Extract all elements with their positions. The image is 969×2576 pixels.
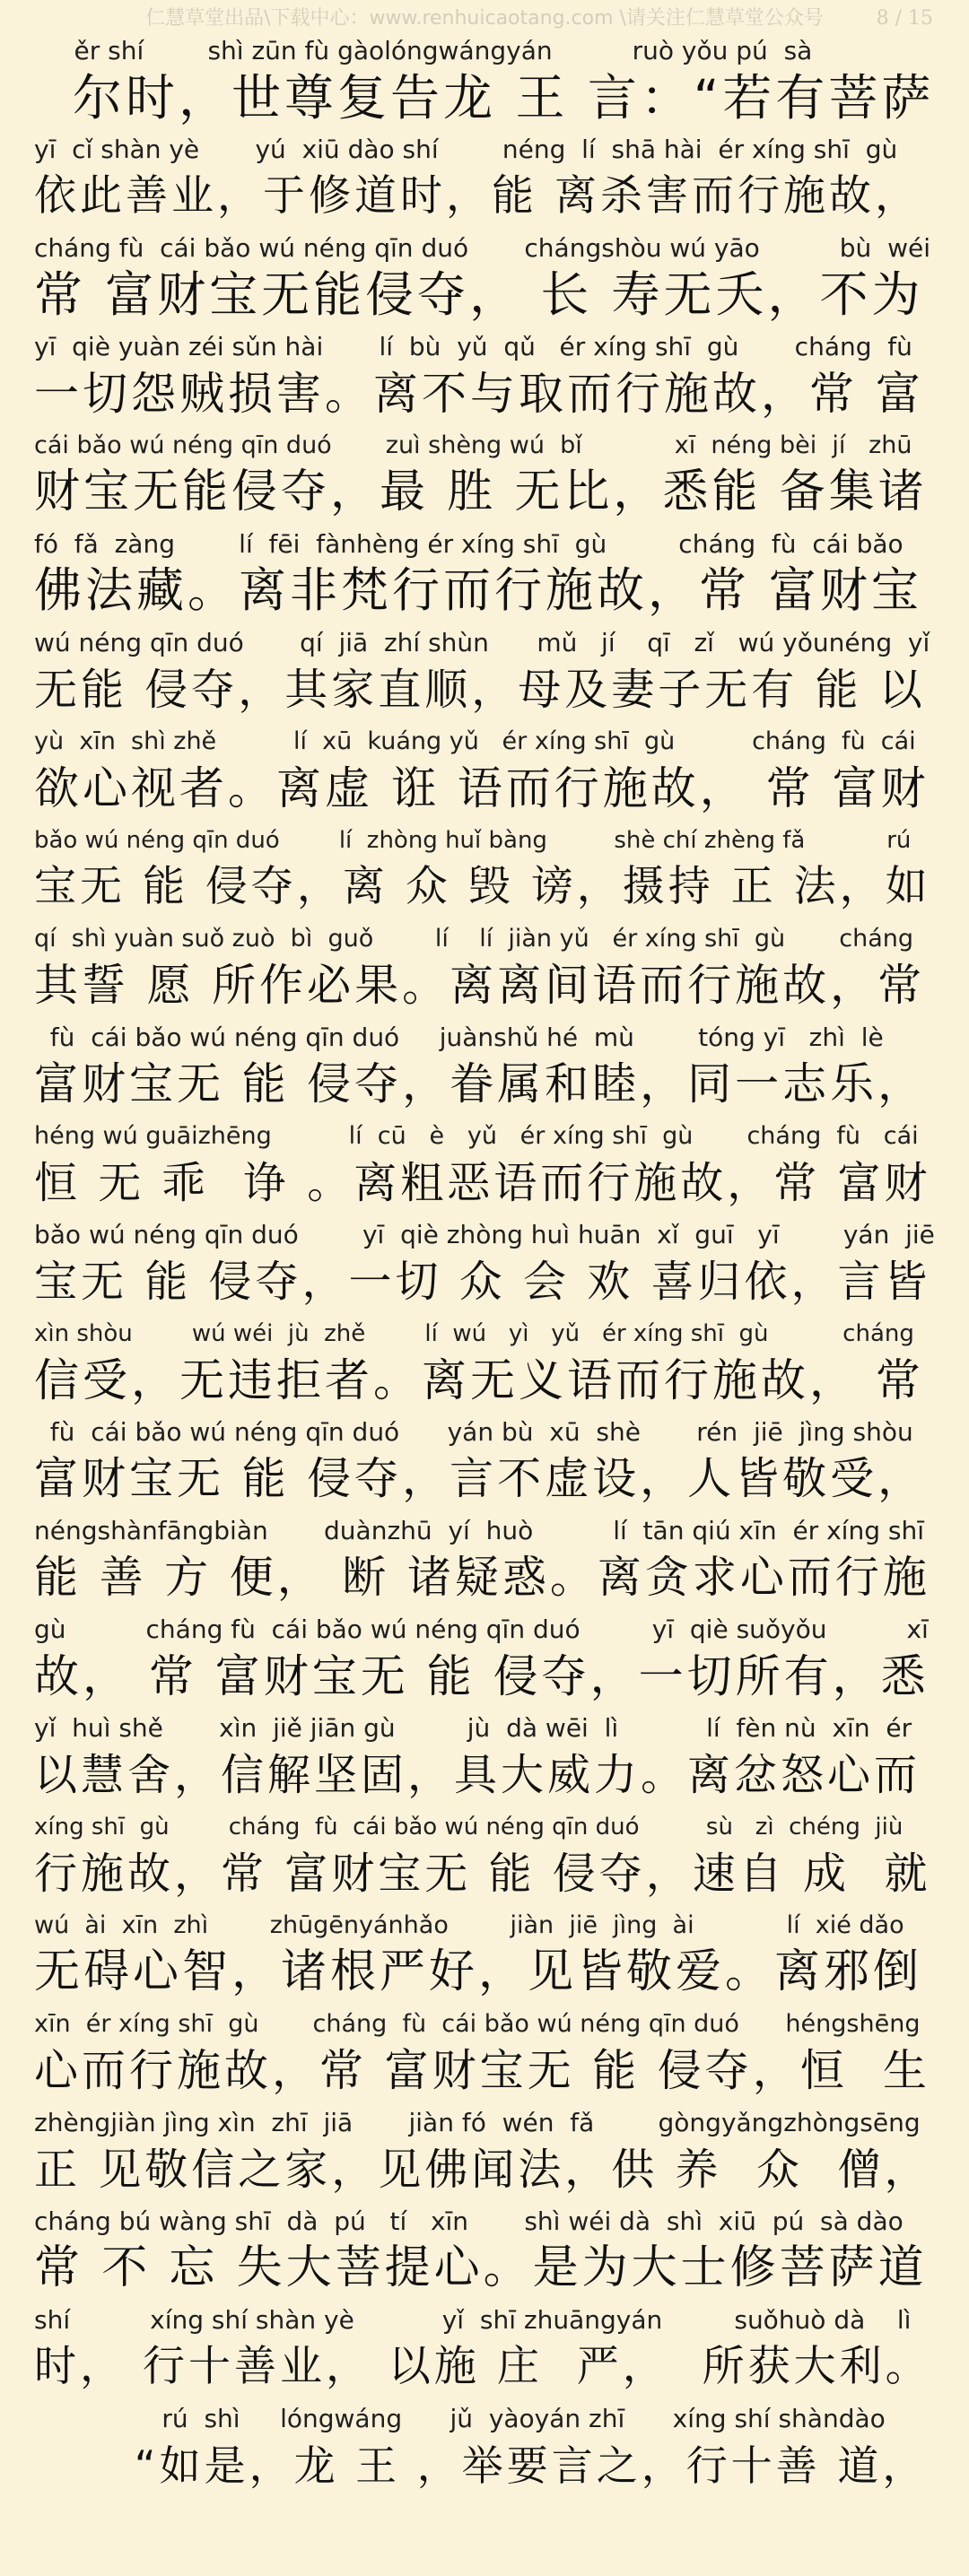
text-line [34,1415,935,1514]
pinyin-line: xīn ér xíng shī gù cháng fù cái bǎo wú néng qīn duó héngshēng [34,2010,921,2038]
hanzi-line: 信受，无违拒者。离无义语而行施故， 常 [34,1354,924,1406]
pinyin-line: yī qiè yuàn zéi sǔn hài lí bù yǔ qǔ ér xíng shī gù cháng fù [34,332,912,361]
hanzi-line: 心而行施故，常 富财宝无 能 侵夺，恒 生 [34,2045,930,2096]
hanzi-line: 宝无 能 侵夺，一切 众 会 欢 喜归依，言皆 [34,1257,931,1307]
pinyin-line: qí shì yuàn suǒ zuò bì guǒ lí lí jiàn yǔ ér xíng shī gù cháng [34,925,914,953]
text-line [34,1514,935,1613]
pinyin-line: xìn shòu wú wéi jù zhě lí wú yì yǔ ér xíng shī gù cháng [34,1320,914,1347]
pinyin-line: fù cái bǎo wú néng qīn duó yán bù xū shè rén jiē jìng shòu [34,1417,913,1447]
pinyin-line: fù cái bǎo wú néng qīn duó juànshǔ hé mù tóng yī zhì lè [34,1023,884,1052]
text-line [34,1218,935,1317]
scripture-text [34,34,935,2501]
text-line [34,1317,935,1415]
hanzi-line: 常 不 忘 失大菩提心。是为大士修菩萨道 [34,2241,928,2294]
text-line [34,1613,935,1711]
text-line [34,330,935,429]
hanzi-line: 富财宝无 能 侵夺，言不虚设，人皆敬受， [34,1453,926,1504]
pinyin-line: cháng bú wàng shī dà pú tí xīn shì wéi dà shì xiū pú sà dào [34,2206,904,2236]
pinyin-line: cháng fù cái bǎo wú néng qīn duó chángshòu wú yāo bù wéi [34,233,930,263]
text-line [34,1909,935,2007]
hanzi-line: 无能 侵夺，其家直顺，母及妻子无有 能 以 [34,665,926,715]
hanzi-line: 恒 无 乖 诤 。离粗恶语而行施故，常 富财 [34,1158,931,1208]
hanzi-line: 富财宝无 能 侵夺，眷属和睦，同一志乐， [34,1058,926,1110]
hanzi-line: 行施故，常 富财宝无 能 侵夺，速自 成 就 [34,1849,931,1899]
text-line [34,1810,935,1909]
text-line [34,1021,935,1119]
pinyin-line: fó fǎ zàng lí fēi fànhèng ér xíng shī gù cháng fù cái bǎo [34,529,904,559]
hanzi-line: 无碍心智，诸根严好，见皆敬爱。离邪倒 [34,1945,923,1998]
header-watermark: 仁慧草堂出品\下载中心：www.renhuicaotang.com \请关注仁慧草堂公众号 [145,7,824,30]
pinyin-line: rú shì lóngwáng jǔ yàoyán zhī xíng shí shàndào [34,2404,886,2433]
pinyin-line: wú ài xīn zhì zhūgēnyánhǎo jiàn jiē jìng ài lí xié dǎo [34,1911,904,1939]
pinyin-line: zhèngjiàn jìng xìn zhī jiā jiàn fó wén fǎ gòngyǎngzhòngsēng [34,2108,921,2137]
hanzi-line: 宝无 能 侵夺，离 众 毁 谤，摄持 正 法，如 [34,862,931,911]
text-line [34,527,935,626]
text-line [34,2007,935,2106]
pinyin-line: yǐ huì shě xìn jiě jiān gù jù dà wēi lì lí fèn nù xīn ér [34,1713,912,1743]
hanzi-line: 常 富财宝无能侵夺， 长 寿无夭，不为 [34,266,924,323]
hanzi-line: 尔时，世尊复告龙 王 言：“若有菩萨 [34,69,935,126]
pinyin-line: shí xíng shí shàn yè yǐ shī zhuāngyán suǒhuò dà lì [34,2305,912,2335]
hanzi-line: 时， 行十善业， 以施 庄 严， 所获大利。 [34,2342,931,2391]
hanzi-line: 一切怨贼损害。离不与取而行施故，常 富 [34,368,924,420]
text-line [34,231,935,330]
pinyin-line: yī cǐ shàn yè yú xiū dào shí néng lí shā hài ér xíng shī gù [34,135,898,164]
text-line [34,34,935,133]
hanzi-line: 其誓 愿 所作必果。离离间语而行施故，常 [34,960,926,1011]
hanzi-line: 依此善业，于修道时，能 离杀害而行施故， [34,171,921,221]
text-line [34,626,935,725]
hanzi-line: 正 见敬信之家，见佛闻法，供 养 众 僧， [34,2145,931,2195]
pinyin-line: yù xīn shì zhě lí xū kuáng yǔ ér xíng shī gù cháng fù cái [34,727,916,755]
pinyin-line: xíng shī gù cháng fù cái bǎo wú néng qīn duó sù zì chéng jiù [34,1814,904,1841]
pinyin-line: gù cháng fù cái bǎo wú néng qīn duó yī qiè suǒyǒu xī [34,1614,929,1644]
hanzi-line: “如是，龙 王 ，举要言之，行十善 道， [34,2441,928,2490]
text-line [34,725,935,823]
text-line [34,823,935,922]
text-line [34,2205,935,2303]
page-number: 8 / 15 [876,7,933,30]
text-line [34,429,935,527]
hanzi-line: 能 善 方 便， 断 诸疑惑。离贪求心而行施 [34,1552,930,1603]
pinyin-line: héng wú guāizhēng lí cū è yǔ ér xíng shī gù cháng fù cái [34,1122,919,1150]
pinyin-line: wú néng qīn duó qí jiā zhí shùn mǔ jí qī zǐ wú yǒunéng yǐ [34,628,930,657]
pinyin-line: bǎo wú néng qīn duó lí zhòng huǐ bàng shè chí zhèng fǎ rú [34,827,912,854]
text-line [34,922,935,1021]
hanzi-line: 佛法藏。离非梵行而行施故，常 富财宝 [34,563,922,618]
text-line [34,133,935,231]
hanzi-line: 欲心视者。离虚 诳 语而行施故， 常 富财 [34,762,930,814]
pinyin-line: cái bǎo wú néng qīn duó zuì shèng wú bǐ xī néng bèi jí zhū [34,431,912,459]
text-line [34,1119,935,1218]
text-line [34,1711,935,1810]
page-header [0,2,969,36]
pinyin-line: ěr shí shì zūn fù gàolóngwángyán ruò yǒu pú sà [34,36,813,65]
hanzi-line: 故， 常 富财宝无 能 侵夺，一切所有，悉 [34,1650,930,1702]
pinyin-line: bǎo wú néng qīn duó yī qiè zhòng huì huān xǐ guī yī yán jiē [34,1220,935,1249]
hanzi-line: 财宝无能侵夺，最 胜 无比，悉能 备集诸 [34,466,928,518]
pinyin-line: néngshànfāngbiàn duànzhū yí huò lí tān qiú xīn ér xíng shī [34,1516,924,1545]
text-line [34,2303,935,2402]
hanzi-line: 以慧舍，信解坚固，具大威力。离忿怒心而 [34,1750,921,1800]
text-line [34,2402,935,2501]
text-line [34,2106,935,2205]
